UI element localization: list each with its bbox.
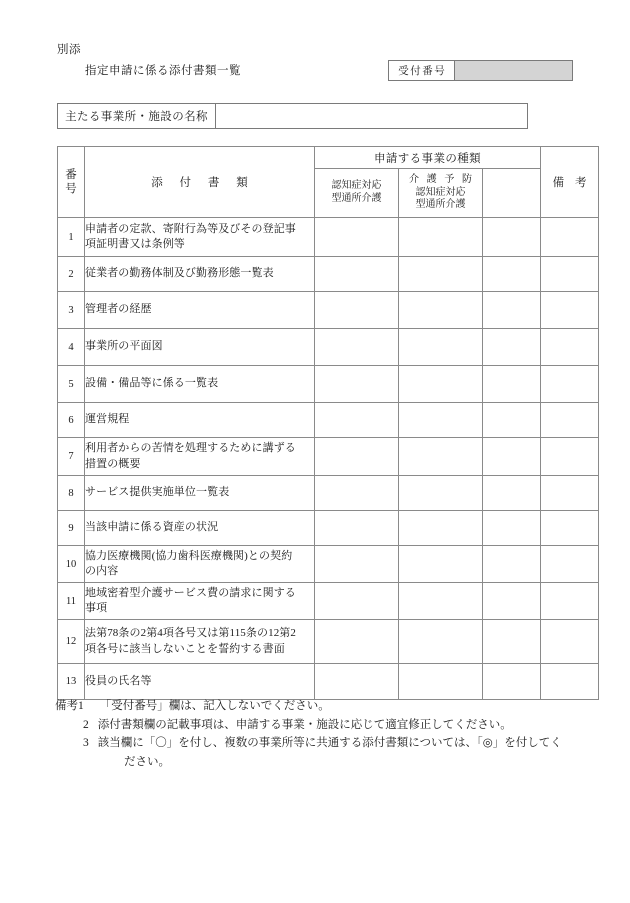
row-document xyxy=(85,546,315,583)
row-service-col2[interactable] xyxy=(399,438,483,476)
receipt-number-field[interactable] xyxy=(455,61,572,80)
row-service-col3[interactable] xyxy=(483,366,541,403)
header-service-col1-line1: 認知症対応 xyxy=(331,180,382,192)
row-remark[interactable] xyxy=(541,292,599,329)
header-service-col1 xyxy=(315,169,399,218)
row-service-col3[interactable] xyxy=(483,218,541,257)
document-line1: 地域密着型介護サービス費の請求に関する xyxy=(85,586,296,599)
facility-name-label: 主たる事業所・施設の名称 xyxy=(58,104,216,128)
table-row xyxy=(58,664,599,700)
row-remark[interactable] xyxy=(541,583,599,620)
note-item xyxy=(55,734,583,771)
row-number: 12 xyxy=(58,620,85,664)
table-row xyxy=(58,329,599,366)
table-row xyxy=(58,511,599,546)
row-number: 2 xyxy=(58,257,85,292)
row-service-col1[interactable] xyxy=(315,257,399,292)
row-service-col2[interactable] xyxy=(399,329,483,366)
table-header xyxy=(58,147,599,218)
row-document xyxy=(85,511,315,546)
row-service-col3[interactable] xyxy=(483,257,541,292)
row-remark[interactable] xyxy=(541,403,599,438)
note-item xyxy=(55,716,595,735)
row-number: 10 xyxy=(58,546,85,583)
header-remarks: 備 考 xyxy=(541,147,599,218)
header-service-group: 申請する事業の種類 xyxy=(315,147,541,169)
row-service-col1[interactable] xyxy=(315,218,399,257)
row-service-col1[interactable] xyxy=(315,329,399,366)
row-service-col3[interactable] xyxy=(483,664,541,700)
row-service-col2[interactable] xyxy=(399,583,483,620)
facility-name-field[interactable] xyxy=(216,104,527,128)
document-line1: 利用者からの苦情を処理するために講ずる xyxy=(85,442,296,455)
row-remark[interactable] xyxy=(541,511,599,546)
table-row xyxy=(58,403,599,438)
row-service-col3[interactable] xyxy=(483,546,541,583)
row-remark[interactable] xyxy=(541,546,599,583)
row-number: 5 xyxy=(58,366,85,403)
row-document xyxy=(85,620,315,664)
header-service-col1-line2: 型通所介護 xyxy=(331,193,382,204)
document-line2: 事項 xyxy=(85,602,108,614)
document-line1: 法第78条の2第4項各号又は第115条の12第2 xyxy=(85,627,296,640)
attachment-documents-table xyxy=(57,146,599,700)
row-number: 9 xyxy=(58,511,85,546)
row-document xyxy=(85,476,315,511)
row-service-col1[interactable] xyxy=(315,292,399,329)
row-document xyxy=(85,438,315,476)
row-service-col2[interactable] xyxy=(399,476,483,511)
document-line1: 従業者の勤務体制及び勤務形態一覧表 xyxy=(85,267,274,280)
row-service-col3[interactable] xyxy=(483,329,541,366)
receipt-number-box xyxy=(388,60,573,81)
note-text: 該当欄に「〇」を付し、複数の事業所等に共通する添付書類については、「◎」を付してく xyxy=(97,737,562,750)
document-line1: 事業所の平面図 xyxy=(85,340,163,353)
row-remark[interactable] xyxy=(541,366,599,403)
row-document xyxy=(85,292,315,329)
row-service-col3[interactable] xyxy=(483,438,541,476)
header-number-line1: 番 xyxy=(65,168,77,181)
row-number: 6 xyxy=(58,403,85,438)
header-row-top xyxy=(58,147,599,169)
table-row xyxy=(58,546,599,583)
facility-name-box xyxy=(57,103,528,129)
row-service-col3[interactable] xyxy=(483,476,541,511)
table-row xyxy=(58,476,599,511)
row-service-col2[interactable] xyxy=(399,292,483,329)
row-remark[interactable] xyxy=(541,329,599,366)
header-documents: 添 付 書 類 xyxy=(85,147,315,218)
row-number: 3 xyxy=(58,292,85,329)
document-line2: 項各号に該当しないことを誓約する書面 xyxy=(85,642,285,655)
row-remark[interactable] xyxy=(541,476,599,511)
table-row xyxy=(58,292,599,329)
row-service-col1[interactable] xyxy=(315,583,399,620)
table-body xyxy=(58,218,599,700)
row-service-col2[interactable] xyxy=(399,366,483,403)
row-document xyxy=(85,218,315,257)
row-number: 8 xyxy=(58,476,85,511)
row-service-col3[interactable] xyxy=(483,403,541,438)
row-number: 1 xyxy=(58,218,85,257)
header-number xyxy=(58,147,85,218)
row-service-col1[interactable] xyxy=(315,546,399,583)
document-line1: 役員の氏名等 xyxy=(85,674,152,687)
header-service-col2-line1: 介 護 予 防 xyxy=(408,173,475,185)
row-document xyxy=(85,583,315,620)
row-document xyxy=(85,257,315,292)
header-service-col3 xyxy=(483,169,541,218)
row-document xyxy=(85,329,315,366)
row-remark[interactable] xyxy=(541,257,599,292)
row-document xyxy=(85,403,315,438)
document-line1: 当該申請に係る資産の状況 xyxy=(85,521,219,534)
note-text: 「受付番号」欄は、記入しないでください。 xyxy=(99,700,330,712)
row-service-col2[interactable] xyxy=(399,511,483,546)
table-row xyxy=(58,257,599,292)
document-line1: 管理者の経歴 xyxy=(85,303,152,316)
row-service-col2[interactable] xyxy=(399,257,483,292)
header-service-col2-line3: 型通所介護 xyxy=(415,199,466,211)
row-service-col2[interactable] xyxy=(399,620,483,664)
row-service-col1[interactable] xyxy=(315,438,399,476)
header-number-line2: 号 xyxy=(65,183,77,195)
table-row xyxy=(58,620,599,664)
row-number: 13 xyxy=(58,664,85,700)
row-remark[interactable] xyxy=(541,218,599,257)
row-service-col1[interactable] xyxy=(315,620,399,664)
notes-section xyxy=(55,697,595,772)
row-service-col1[interactable] xyxy=(315,476,399,511)
note-item xyxy=(55,697,595,716)
row-number: 11 xyxy=(58,583,85,620)
row-remark[interactable] xyxy=(541,664,599,700)
row-service-col2[interactable] xyxy=(399,664,483,700)
table-row xyxy=(58,366,599,403)
document-line1: サービス提供実施単位一覧表 xyxy=(85,486,230,499)
note-number: 3 xyxy=(83,737,89,750)
row-service-col3[interactable] xyxy=(483,620,541,664)
document-line2: 項証明書又は条例等 xyxy=(85,238,185,250)
row-service-col3[interactable] xyxy=(483,292,541,329)
row-service-col1[interactable] xyxy=(315,664,399,700)
document-line2: の内容 xyxy=(85,565,119,577)
row-service-col3[interactable] xyxy=(483,511,541,546)
row-service-col1[interactable] xyxy=(315,511,399,546)
document-line1: 設備・備品等に係る一覧表 xyxy=(85,377,219,390)
row-document xyxy=(85,366,315,403)
table-row xyxy=(58,583,599,620)
row-service-col3[interactable] xyxy=(483,583,541,620)
row-number: 4 xyxy=(58,329,85,366)
document-line2: 措置の概要 xyxy=(85,457,141,470)
document-line1: 申請者の定款、寄附行為等及びその登記事 xyxy=(85,222,296,235)
row-service-col2[interactable] xyxy=(399,403,483,438)
note-heading: 備考1 xyxy=(55,700,84,712)
row-document xyxy=(85,664,315,700)
row-service-col2[interactable] xyxy=(399,218,483,257)
row-service-col1[interactable] xyxy=(315,403,399,438)
row-service-col1[interactable] xyxy=(315,366,399,403)
document-label: 別添 xyxy=(57,44,81,56)
row-service-col2[interactable] xyxy=(399,546,483,583)
header-service-col2-line2: 認知症対応 xyxy=(415,186,466,198)
table-row xyxy=(58,438,599,476)
note-text-continued: ださい。 xyxy=(124,755,170,768)
note-number: 2 xyxy=(83,718,89,731)
row-number: 7 xyxy=(58,438,85,476)
document-line1: 運営規程 xyxy=(85,413,130,426)
row-remark[interactable] xyxy=(541,438,599,476)
note-text: 添付書類欄の記載事項は、申請する事業・施設に応じて適宜修正してください。 xyxy=(97,718,512,731)
document-line1: 協力医療機関(協力歯科医療機関)との契約 xyxy=(85,549,293,562)
page-title: 指定申請に係る添付書類一覧 xyxy=(85,65,241,77)
table-row xyxy=(58,218,599,257)
receipt-number-label: 受付番号 xyxy=(389,61,455,80)
row-remark[interactable] xyxy=(541,620,599,664)
header-service-col2 xyxy=(399,169,483,218)
